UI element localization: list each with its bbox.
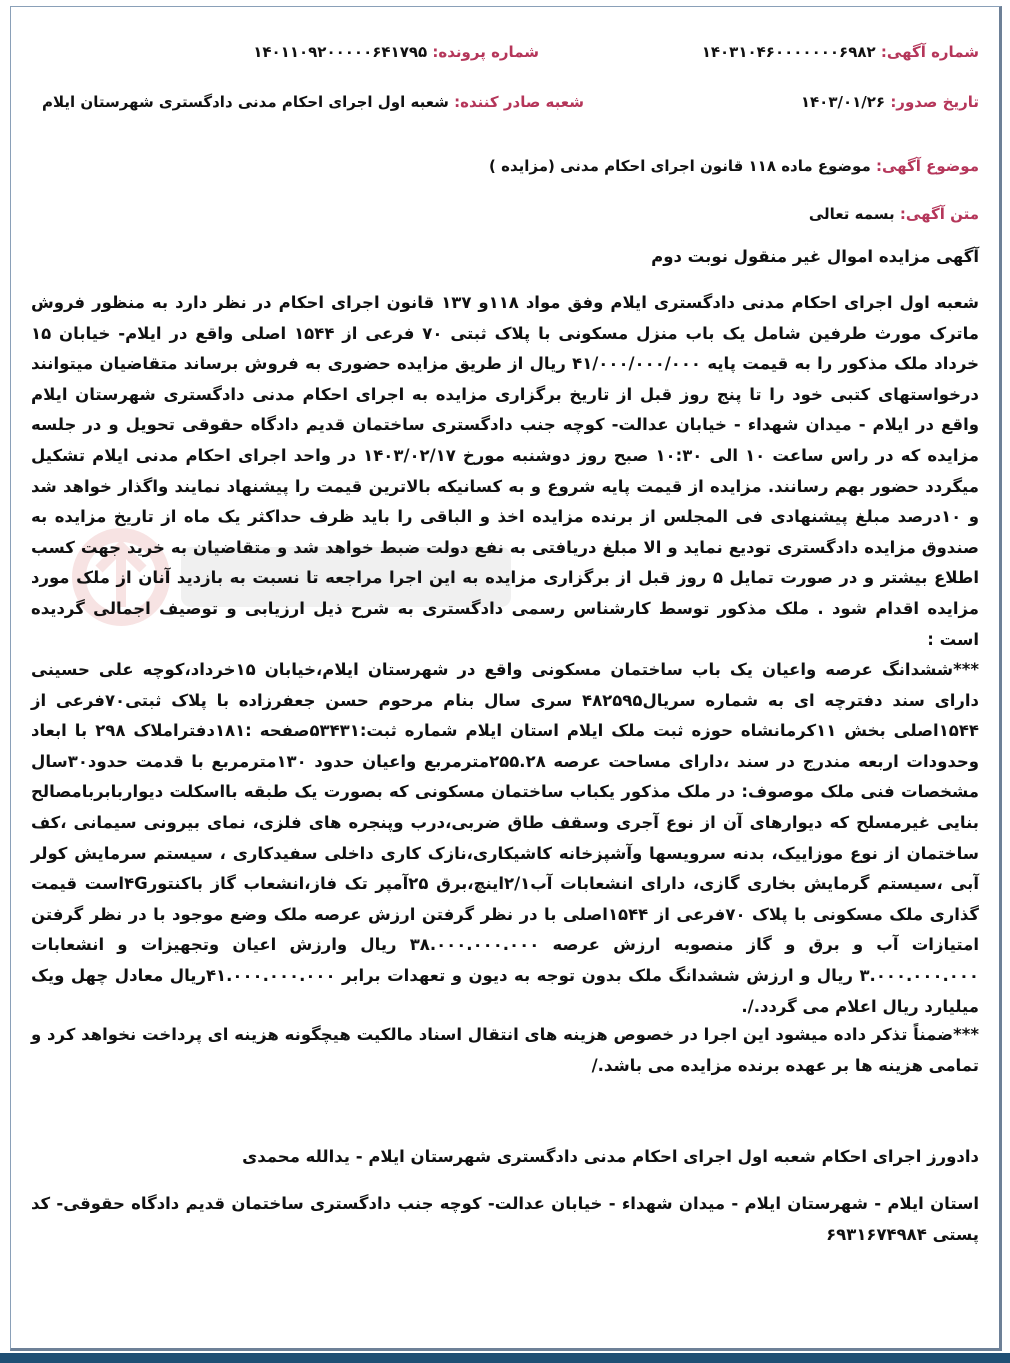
notice-title: آگهی مزایده اموال غیر منقول نوبت دوم [651,247,979,266]
notice-content [31,7,979,1348]
address: استان ایلام - شهرستان ایلام - میدان شهداء - خیابان عدالت- کوچه جنب دادگستری ساختمان قدیم دادگاه حقوقی- کد پستی ۶۹۳۱۶۷۴۹۸۴ [31,1194,979,1244]
case-number-label: شماره پرونده: [432,43,539,61]
notice-number [702,43,979,61]
notice-number-value: ۱۴۰۳۱۰۴۶۰۰۰۰۰۰۰۶۹۸۲ [701,43,876,61]
notice-page [10,6,1002,1351]
subject-value: موضوع ماده ۱۱۸ قانون اجرای احکام مدنی (مزایده ) [489,157,871,175]
signature: دادورز اجرای احکام شعبه اول اجرای احکام مدنی دادگستری شهرستان ایلام - یدالله محمدی [242,1147,979,1166]
case-number [253,43,539,61]
issue-date [801,93,979,111]
issuing-branch [42,93,584,111]
paragraph-property-description: ***ششدانگ عرصه واعیان یک باب ساختمان مسکونی واقع در شهرستان ایلام،خیابان ۱۵خرداد،کوچه علی حسینی دارای سند دفترچه ای به شماره سریال۴۸۲۵۹۵ سری سال بنام مرحوم حسن جعفرزاده با پلاک ثبتی۷۰فرعی از ۱۵۴۴اصلی بخش ۱۱کرمانشاه حوزه ثبت ملک ایلام استان ایلام شماره ثبت:۵۳۴۳۱صفحه :۱۸۱دفتراملاک ۲۹۸ با ابعاد وحدودات اربعه مندرج در سند ،دارای مساحت عرصه ۲۵۵.۲۸مترمربع واعیان حدود ۱۳۰مترمربع با قدمت حدود۳۰سال مشخصات فنی ملک موصوف: در ملک مذکور یکباب ساختمان مسکونی که بصورت یک طبقه بااسکلت دیواربابربامصالح بنایی غیرمسلح که دیوارهای آن از نوع آجری وسقف طاق ضربی،درب وپنجره های فلزی، نمای بیرونی سیمانی ،کف ساختمان از نوع موزاییک، بدنه سرویسها وآشپزخانه کاشیکاری،نازک کاری داخلی سفیدکاری ، سیستم سرمایش کولر آبی ،سیستم گرمایش بخاری گازی، دارای انشعابات آب۲/۱اینچ،برق ۲۵آمپر تک فاز،انشعاب گاز باکنتور۴Gاست قیمت گذاری ملک مسکونی با پلاک ۷۰فرعی از ۱۵۴۴اصلی با در نظر گرفتن ارزش عرصه ملک وضع موجود با در نظر گرفتن امتیازات آب و برق و گاز منصوبه ارزش عرصه ۳۸.۰۰۰.۰۰۰.۰۰۰ ریال وارزش اعیان وتجهیزات و انشعابات ۳.۰۰۰.۰۰۰.۰۰۰ ریال و ارزش ششدانگ ملک بدون توجه به دیون و تعهدات برابر ۴۱.۰۰۰.۰۰۰.۰۰۰ریال معادل چهل ویک میلیارد ریال اعلام می گردد./. [31,660,980,1016]
case-number-value: ۱۴۰۱۱۰۹۲۰۰۰۰۰۶۴۱۷۹۵ [253,43,428,61]
subject-row [31,157,979,183]
text-label: متن آگهی: [899,205,979,223]
text-row [31,205,979,231]
text-opening: بسمه تعالی [808,205,895,223]
paragraph-auction-terms: شعبه اول اجرای احکام مدنی دادگستری ایلام وفق مواد ۱۱۸و ۱۳۷ قانون اجرای احکام در نظر دارد به منظور فروش ماترک مورث طرفین شامل یک باب منزل مسکونی با پلاک ثبتی ۷۰ فرعی از ۱۵۴۴ اصلی واقع در ایلام- خیابان ۱۵ خرداد ملک مذکور را به قیمت پایه ۴۱/۰۰۰/۰۰۰/۰۰۰ ریال از طریق مزایده حضوری به فروش برساند متقاضیان میتوانند درخواستهای کتبی خود را تا پنج روز قبل از تاریخ برگزاری مزایده به اجرای احکام مدنی دادگستری شهرستان ایلام واقع در ایلام - میدان شهداء - خیابان عدالت- کوچه جنب دادگستری ساختمان قدیم دادگاه حقوقی تحویل و در جلسه مزایده که در راس ساعت ۱۰ الی ۱۰:۳۰ صبح روز دوشنبه مورخ ۱۴۰۳/۰۲/۱۷ در واحد اجرای احکام مدنی ایلام تشکیل میگردد حضور بهم رسانند. مزایده از قیمت پایه شروع و به کسانیکه بالاترین قیمت را پیشنهاد نمایند واگذار خواهد شد و ۱۰درصد مبلغ پیشنهادی فی المجلس از برنده مزایده اخذ و الباقی را باید ظرف حداکثر یک ماه از تاریخ مزایده به صندوق مزایده دادگستری تودیع نماید و الا مبلغ دریافتی به نفع دولت ضبط خواهد شد و متقاضیان به خرید جهت کسب اطلاع بیشتر و در صورت تمایل ۵ روز قبل از برگزاری مزایده به این اجرا مراجعه تا نسبت به بازدید آنان از ملک مورد مزایده اقدام شود . ملک مذکور توسط کارشناس رسمی دادگستری به شرح ذیل ارزیابی و توصیف اجمالی گردیده است : [31,293,980,649]
meta-row-date-branch [31,93,979,119]
meta-row-numbers [31,43,979,69]
bottom-band [0,1353,1010,1363]
paragraph-costs-note: ***ضمناً تذکر داده میشود این اجرا در خصوص هزینه های انتقال اسناد مالکیت هیچگونه هزینه ای پرداخت نخواهد کرد و تمامی هزینه ها بر عهده برنده مزایده می باشد./ [31,1025,979,1075]
notice-number-label: شماره آگهی: [880,43,979,61]
issue-date-value: ۱۴۰۳/۰۱/۲۶ [800,93,886,111]
subject-label: موضوع آگهی: [875,157,979,175]
issuing-branch-label: شعبه صادر کننده: [454,93,584,111]
subject [489,157,979,175]
issue-date-label: تاریخ صدور: [890,93,979,111]
issuing-branch-value: شعبه اول اجرای احکام مدنی دادگستری شهرستان ایلام [42,93,449,111]
notice-text-heading [809,205,979,223]
